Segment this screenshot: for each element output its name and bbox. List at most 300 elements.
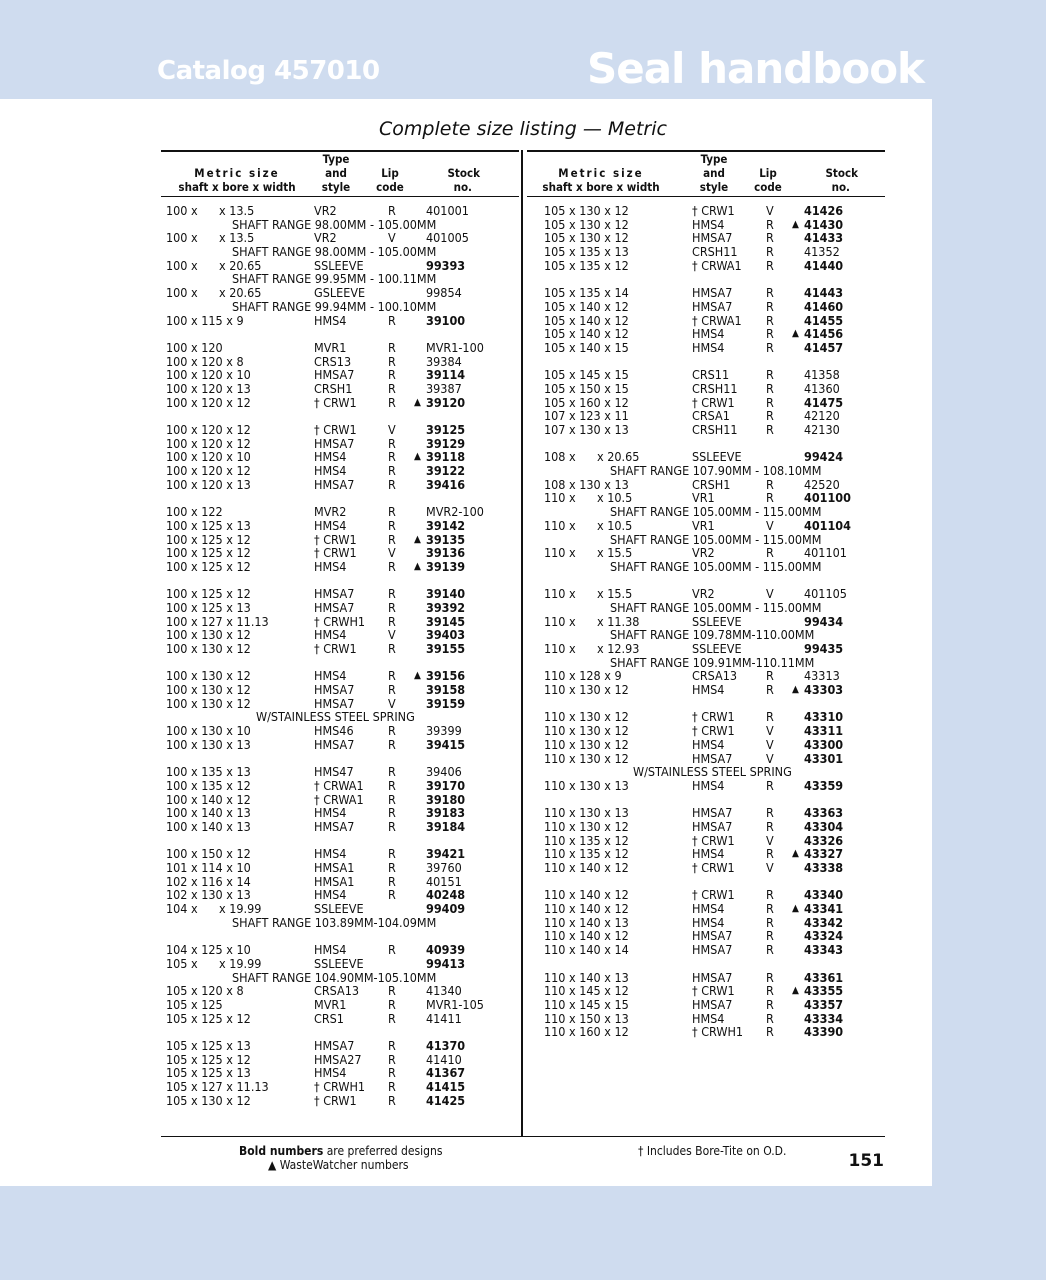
type-cell: HMS4: [692, 736, 725, 752]
type-cell: † CRW1: [314, 422, 357, 437]
table-row: [544, 450, 884, 464]
size-cell: 100 x 135 x 13: [166, 764, 251, 780]
catalog-label: Catalog 457010: [157, 56, 380, 86]
table-row: [166, 478, 516, 492]
table-row: [166, 1012, 516, 1026]
type-cell: HMSA1: [314, 860, 355, 875]
type-cell: VR1: [692, 490, 715, 506]
type-cell: MVR2: [314, 504, 347, 520]
stock-number: 401001: [426, 203, 469, 218]
lip-cell: R: [766, 983, 774, 999]
stock-number: 39145: [426, 613, 466, 629]
stock-number: 39140: [426, 586, 466, 602]
stock-number: 39120: [426, 394, 466, 410]
col-lip-header-2-right: code: [754, 180, 782, 194]
type-cell: HMSA7: [692, 750, 733, 766]
size-cell: 100 x 115 x 9: [166, 312, 244, 328]
size-cell: 100 x 130 x 13: [166, 736, 251, 752]
row-spacer: [166, 409, 516, 423]
type-cell: SSLEEVE: [692, 449, 742, 465]
size-cell: 100 x 150 x 12: [166, 846, 251, 862]
size-cell: 105 x 130 x 12: [544, 216, 629, 232]
stock-number: 39129: [426, 435, 466, 451]
table-row: [166, 601, 516, 615]
lip-cell: R: [388, 476, 396, 492]
lip-cell: R: [766, 682, 774, 698]
type-cell: † CRW1: [314, 394, 357, 410]
type-cell: HMS4: [692, 846, 725, 862]
row-spacer: [166, 752, 516, 766]
stock-number: 43343: [804, 942, 844, 958]
note-text: SHAFT RANGE 98.00MM - 105.00MM: [232, 244, 437, 260]
table-row: [544, 861, 884, 875]
lip-cell: R: [388, 353, 396, 369]
width-cell: x 10.5: [597, 490, 633, 506]
stock-number: 401100: [804, 490, 851, 506]
wastewatcher-icon: ▲: [792, 218, 799, 230]
size-cell: 100 x 125 x 13: [166, 517, 251, 533]
size-cell: 110 x 140 x 14: [544, 942, 629, 958]
table-row: [544, 231, 884, 245]
handbook-title: Seal handbook: [586, 44, 924, 93]
type-cell: † CRW1: [692, 203, 735, 218]
size-cell: 105 x 125 x 12: [166, 1010, 251, 1026]
table-row: [544, 834, 884, 848]
table-row: [166, 1080, 516, 1094]
stock-number: 39180: [426, 791, 466, 807]
lip-cell: R: [388, 531, 396, 547]
lip-cell: R: [388, 873, 396, 889]
stock-number: 39184: [426, 818, 466, 834]
stock-number: 40939: [426, 942, 466, 958]
size-cell: 105 x 130 x 12: [544, 230, 629, 246]
row-spacer: [544, 574, 884, 588]
size-cell: 100 x 140 x 13: [166, 805, 251, 821]
table-row: [544, 245, 884, 259]
stock-number: 43390: [804, 1024, 844, 1040]
size-cell: 100 x 120 x 12: [166, 463, 251, 479]
row-spacer: [544, 272, 884, 286]
table-row: [166, 505, 516, 519]
type-cell: HMS4: [314, 887, 347, 903]
table-row: [166, 204, 516, 218]
size-cell: 105 x 140 x 12: [544, 298, 629, 314]
stock-number: 39392: [426, 599, 466, 615]
table-row: [166, 765, 516, 779]
type-cell: CRSA1: [692, 408, 730, 424]
type-cell: HMSA7: [692, 969, 733, 985]
stock-number: 39403: [426, 627, 466, 643]
type-cell: HMS4: [692, 326, 725, 342]
table-row: [166, 724, 516, 738]
lip-cell: R: [388, 818, 396, 834]
type-cell: HMSA7: [692, 942, 733, 958]
lip-cell: V: [388, 695, 396, 711]
col-size-header-1: Metric size: [194, 166, 280, 180]
subheader-rule-right: [527, 196, 885, 197]
type-cell: HMS4: [314, 846, 347, 862]
stock-number: 43303: [804, 682, 844, 698]
left-column: [166, 204, 516, 1107]
type-cell: HMSA7: [314, 476, 355, 492]
type-cell: HMS47: [314, 764, 354, 780]
col-stock-header-1: Stock: [447, 166, 480, 180]
lip-cell: R: [766, 846, 774, 862]
size-cell: 110 x 145 x 15: [544, 996, 629, 1012]
lip-cell: R: [766, 887, 774, 903]
stock-number: 41456: [804, 326, 844, 342]
col-type-header-2-right: and: [703, 166, 725, 180]
size-cell: 110 x: [544, 545, 576, 561]
row-spacer: [544, 957, 884, 971]
type-cell: † CRW1: [692, 887, 735, 903]
stock-number: 41370: [426, 1037, 466, 1053]
stock-number: 39387: [426, 380, 462, 396]
width-cell: x 19.99: [219, 901, 262, 917]
stock-number: 39159: [426, 695, 466, 711]
width-cell: x 11.38: [597, 613, 640, 629]
table-row: [166, 1039, 516, 1053]
table-row: [544, 1012, 884, 1026]
col-type-header-2: and: [325, 166, 347, 180]
lip-cell: R: [766, 312, 774, 328]
table-row: [166, 888, 516, 902]
stock-number: 39125: [426, 422, 466, 437]
type-cell: HMSA7: [692, 818, 733, 834]
stock-number: 39156: [426, 668, 466, 684]
type-cell: HMS4: [692, 682, 725, 698]
table-row: [544, 806, 884, 820]
type-cell: † CRW1: [692, 983, 735, 999]
table-row: [166, 943, 516, 957]
size-cell: 110 x: [544, 613, 576, 629]
stock-number: 39122: [426, 463, 466, 479]
lip-cell: R: [388, 805, 396, 821]
table-row: [166, 1066, 516, 1080]
stock-number: 42520: [804, 476, 840, 492]
lip-cell: R: [766, 668, 774, 684]
table-row: [166, 683, 516, 697]
stock-number: 39136: [426, 545, 466, 561]
stock-number: 99424: [804, 449, 844, 465]
table-row: [166, 533, 516, 547]
type-cell: † CRW1: [314, 1092, 357, 1108]
stock-number: 41457: [804, 339, 844, 355]
size-cell: 110 x 135 x 12: [544, 846, 629, 862]
stock-number: 43310: [804, 709, 844, 725]
footer-bold-text: are preferred designs: [323, 1144, 443, 1158]
type-cell: HMS4: [314, 312, 347, 328]
lip-cell: R: [766, 805, 774, 821]
stock-number: 43301: [804, 750, 844, 766]
stock-number: 43342: [804, 914, 844, 930]
width-cell: x 20.65: [219, 285, 262, 301]
row-spacer: [166, 656, 516, 670]
lip-cell: V: [388, 627, 396, 643]
stock-number: 41443: [804, 285, 844, 301]
table-row: [166, 314, 516, 328]
table-row: [544, 738, 884, 752]
note-text: SHAFT RANGE 105.00MM - 115.00MM: [610, 599, 822, 615]
stock-number: 41411: [426, 1010, 462, 1026]
table-row: [544, 368, 884, 382]
table-row: [544, 916, 884, 930]
width-cell: x 15.5: [597, 586, 633, 602]
type-cell: HMS4: [692, 777, 725, 793]
stock-number: 39118: [426, 449, 466, 465]
table-row: [166, 519, 516, 533]
table-row: [166, 560, 516, 574]
table-row: [166, 1053, 516, 1067]
stock-number: 41352: [804, 244, 840, 260]
lip-cell: R: [766, 942, 774, 958]
size-cell: 107 x 130 x 13: [544, 422, 629, 437]
stock-number: 43311: [804, 723, 844, 739]
note-text: SHAFT RANGE 99.95MM - 100.11MM: [232, 271, 437, 287]
table-row: [166, 861, 516, 875]
type-cell: MVR1: [314, 339, 347, 355]
lip-cell: R: [388, 983, 396, 999]
col-stock-header-1-right: Stock: [825, 166, 858, 180]
stock-number: 41455: [804, 312, 844, 328]
stock-number: 41426: [804, 203, 844, 218]
size-cell: 105 x 125 x 12: [166, 1051, 251, 1067]
size-cell: 110 x: [544, 641, 576, 656]
row-spacer: [166, 1025, 516, 1039]
shaft-range-note: [166, 916, 516, 930]
lip-cell: R: [388, 449, 396, 465]
type-cell: HMSA7: [692, 805, 733, 821]
stock-number: 43304: [804, 818, 844, 834]
lip-cell: R: [388, 203, 396, 218]
type-cell: HMSA7: [692, 230, 733, 246]
note-text: SHAFT RANGE 105.00MM - 115.00MM: [610, 504, 822, 520]
stock-number: 99434: [804, 613, 844, 629]
stock-number: MVR1-105: [426, 996, 484, 1012]
size-cell: 105 x 140 x 12: [544, 326, 629, 342]
row-spacer: [544, 793, 884, 807]
col-type-header-3-right: style: [699, 180, 729, 194]
lip-cell: R: [388, 1010, 396, 1026]
type-cell: MVR1: [314, 996, 347, 1012]
size-cell: 100 x 125 x 12: [166, 586, 251, 602]
size-cell: 100 x 120 x 13: [166, 380, 251, 396]
stock-number: 401101: [804, 545, 847, 561]
lip-cell: R: [766, 394, 774, 410]
type-cell: CRSA13: [314, 983, 360, 999]
stock-number: 99435: [804, 641, 844, 656]
type-cell: † CRW1: [692, 709, 735, 725]
type-cell: HMSA7: [314, 367, 355, 383]
lip-cell: R: [388, 682, 396, 698]
lip-cell: R: [388, 723, 396, 739]
footer-wastewatcher-note: ▲ WasteWatcher numbers: [268, 1158, 409, 1172]
size-cell: 105 x 135 x 13: [544, 244, 629, 260]
stock-number: 41415: [426, 1079, 466, 1094]
lip-cell: R: [388, 463, 396, 479]
shaft-range-note: [544, 601, 884, 615]
stock-number: 43300: [804, 736, 844, 752]
size-cell: 105 x 140 x 15: [544, 339, 629, 355]
col-size-header-2: shaft x bore x width: [178, 180, 296, 194]
table-row: [166, 628, 516, 642]
size-cell: 100 x 120 x 12: [166, 394, 251, 410]
type-cell: HMS4: [314, 805, 347, 821]
col-size-header-2-right: shaft x bore x width: [542, 180, 660, 194]
stock-number: 43340: [804, 887, 844, 903]
stock-number: 41410: [426, 1051, 462, 1067]
size-cell: 110 x 130 x 12: [544, 723, 629, 739]
shaft-range-note: [166, 272, 516, 286]
table-row: [544, 259, 884, 273]
lip-cell: R: [766, 422, 774, 437]
size-cell: 110 x 130 x 12: [544, 818, 629, 834]
stock-number: MVR2-100: [426, 504, 484, 520]
wastewatcher-icon: ▲: [792, 903, 799, 915]
type-cell: HMSA7: [314, 818, 355, 834]
stock-number: 41475: [804, 394, 844, 410]
stock-number: 43341: [804, 901, 844, 917]
lip-cell: R: [388, 339, 396, 355]
type-cell: CRSH11: [692, 422, 738, 437]
type-cell: SSLEEVE: [314, 955, 364, 971]
shaft-range-note: [166, 218, 516, 232]
lip-cell: R: [766, 996, 774, 1012]
lip-cell: V: [388, 230, 396, 246]
size-cell: 110 x 130 x 12: [544, 709, 629, 725]
stock-number: 43355: [804, 983, 844, 999]
lip-cell: V: [766, 832, 774, 848]
lip-cell: R: [388, 1037, 396, 1053]
table-row: [166, 957, 516, 971]
type-cell: HMSA7: [692, 298, 733, 314]
type-cell: † CRWA1: [314, 791, 364, 807]
wastewatcher-icon: ▲: [414, 670, 421, 682]
type-cell: HMS4: [692, 901, 725, 917]
type-cell: CRS11: [692, 367, 730, 383]
size-cell: 105 x 160 x 12: [544, 394, 629, 410]
type-cell: VR2: [692, 586, 715, 602]
lip-cell: R: [388, 764, 396, 780]
width-cell: x 19.99: [219, 955, 262, 971]
size-cell: 110 x 130 x 13: [544, 805, 629, 821]
size-cell: 100 x 125 x 12: [166, 531, 251, 547]
stock-number: 39421: [426, 846, 466, 862]
shaft-range-note: [544, 628, 884, 642]
size-cell: 102 x 116 x 14: [166, 873, 251, 889]
type-cell: † CRWA1: [314, 777, 364, 793]
stock-number: 43338: [804, 860, 844, 875]
shaft-range-note: [544, 765, 884, 779]
wastewatcher-icon: ▲: [414, 533, 421, 545]
table-row: [544, 998, 884, 1012]
table-row: [544, 341, 884, 355]
size-cell: 110 x 140 x 12: [544, 860, 629, 875]
stock-number: 39139: [426, 558, 466, 574]
table-row: [544, 396, 884, 410]
table-row: [544, 779, 884, 793]
type-cell: HMSA7: [314, 682, 355, 698]
lip-cell: R: [388, 1065, 396, 1081]
size-cell: 104 x 125 x 10: [166, 942, 251, 958]
table-row: [166, 820, 516, 834]
lip-cell: V: [766, 736, 774, 752]
stock-number: 39760: [426, 860, 462, 875]
note-text: SHAFT RANGE 105.00MM - 115.00MM: [610, 558, 822, 574]
size-cell: 105 x 135 x 12: [544, 257, 629, 273]
table-row: [166, 355, 516, 369]
lip-cell: V: [766, 750, 774, 766]
lip-cell: R: [766, 367, 774, 383]
table-row: [544, 888, 884, 902]
table-row: [544, 752, 884, 766]
type-cell: HMS4: [314, 942, 347, 958]
table-row: [544, 710, 884, 724]
size-cell: 100 x 125 x 12: [166, 545, 251, 561]
size-cell: 108 x 130 x 13: [544, 476, 629, 492]
table-row: [544, 669, 884, 683]
type-cell: VR2: [314, 230, 337, 246]
lip-cell: R: [388, 860, 396, 875]
lip-cell: R: [388, 599, 396, 615]
table-row: [166, 615, 516, 629]
stock-number: 43327: [804, 846, 844, 862]
note-text: SHAFT RANGE 109.91MM-110.11MM: [610, 654, 815, 670]
type-cell: HMS46: [314, 723, 354, 739]
size-cell: 107 x 123 x 11: [544, 408, 629, 424]
note-text: SHAFT RANGE 99.94MM - 100.10MM: [232, 298, 437, 314]
table-row: [166, 546, 516, 560]
lip-cell: R: [766, 914, 774, 930]
lip-cell: R: [388, 1092, 396, 1108]
table-row: [544, 478, 884, 492]
row-spacer: [166, 574, 516, 588]
col-type-header-3: style: [321, 180, 351, 194]
stock-number: 40151: [426, 873, 462, 889]
table-row: [166, 396, 516, 410]
table-row: [544, 382, 884, 396]
size-cell: 110 x 140 x 12: [544, 901, 629, 917]
type-cell: HMS4: [314, 1065, 347, 1081]
col-size-header-1-right: Metric size: [558, 166, 644, 180]
col-type-header-1: Type: [322, 152, 350, 166]
width-cell: x 20.65: [219, 257, 262, 273]
wastewatcher-icon: ▲: [414, 451, 421, 463]
stock-number: 42120: [804, 408, 840, 424]
size-cell: 110 x 130 x 12: [544, 682, 629, 698]
row-spacer: [544, 355, 884, 369]
table-row: [544, 218, 884, 232]
shaft-range-note: [166, 300, 516, 314]
type-cell: CRSH1: [692, 476, 731, 492]
table-row: [166, 738, 516, 752]
type-cell: HMS4: [692, 914, 725, 930]
row-spacer: [544, 875, 884, 889]
stock-number: 39158: [426, 682, 466, 698]
stock-number: 41425: [426, 1092, 466, 1108]
table-row: [166, 368, 516, 382]
col-stock-header-2: no.: [453, 180, 472, 194]
type-cell: HMSA7: [314, 736, 355, 752]
col-lip-header-1-right: Lip: [759, 166, 777, 180]
stock-number: 41340: [426, 983, 462, 999]
table-row: [544, 943, 884, 957]
lip-cell: R: [388, 586, 396, 602]
footer-bold-note: [239, 1144, 442, 1158]
stock-number: 99854: [426, 285, 462, 301]
type-cell: HMS4: [692, 1010, 725, 1026]
type-cell: CRSH11: [692, 380, 738, 396]
